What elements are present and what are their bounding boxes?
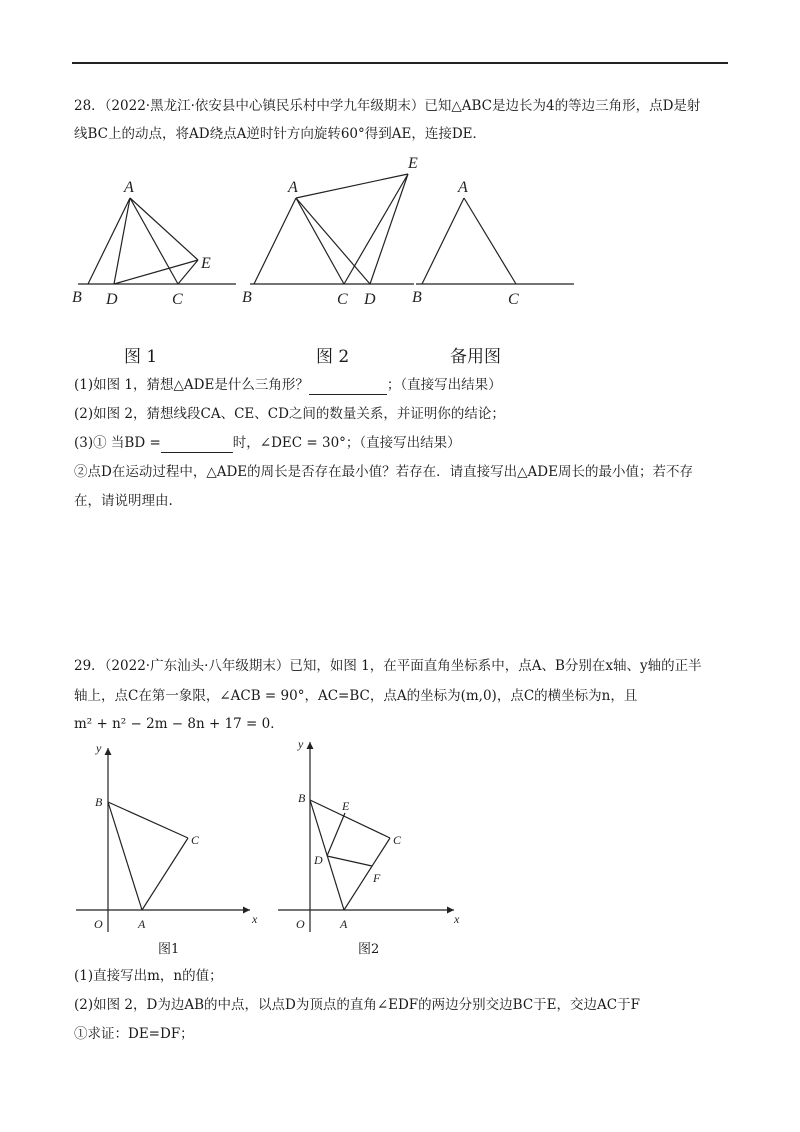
fig2-label-o: O [296, 917, 305, 931]
fig2-line-ac [296, 198, 344, 284]
q29-part2: (2)如图 2，D为边AB的中点，以点D为顶点的直角∠EDF的两边分别交边BC于E，交边AC于F [74, 997, 640, 1013]
fig2-line-de [327, 813, 345, 856]
fig1-line-ba [108, 802, 142, 910]
fig1-label-x: x [252, 912, 258, 926]
fig2-label-b: B [242, 289, 252, 306]
fig2-label-d: D [364, 291, 376, 308]
fig2-label-a: A [340, 917, 348, 931]
fig1-line-ad [114, 198, 130, 284]
fig1-line-ac [142, 838, 188, 910]
q29-fig2-caption: 图2 [358, 942, 380, 957]
q29-fig1-caption: 图1 [158, 942, 180, 957]
fig2-line-ac [344, 838, 390, 910]
q28-part3-text: (3)① 当BD = [74, 435, 161, 451]
q28-figures [70, 150, 590, 320]
q28-part1-tail: ；（直接写出结果） [386, 377, 502, 393]
fig1-label-a: A [138, 917, 146, 931]
fig1-label-b: B [95, 795, 103, 809]
fig2-line-df [327, 856, 372, 866]
fig2-label-c: C [337, 291, 348, 308]
fig1-label-b: B [72, 289, 82, 306]
q28-part1-text: (1)如图 1，猜想△ADE是什么三角形？ [74, 377, 309, 393]
q28-part3-2-line1: ②点D在运动过程中，△ADE的周长是否存在最小值？若存在．请直接写出△ADE周长的最小值；若不存 [74, 464, 693, 480]
header-rule [72, 62, 728, 64]
q28-part3-2-line2: 在，请说明理由. [74, 493, 173, 509]
fig2-label-a: A [288, 179, 298, 196]
fig1-line-ac [130, 198, 178, 284]
fig2-line-ad [296, 198, 370, 284]
q29-figures [70, 738, 470, 938]
fig2-label-y: y [298, 738, 304, 751]
fig2-line-bc [310, 800, 390, 838]
fig3-label-c: C [508, 291, 519, 308]
q29-line3: m² + n² − 2m − 8n + 17 = 0． [74, 716, 284, 732]
q28-line1: 28．（2022·黑龙江·依安县中心镇民乐村中学九年级期末）已知△ABC是边长为4的等边三角形，点D是射 [74, 98, 701, 114]
fig2-label-d: D [314, 853, 323, 867]
fig1-line-de [114, 260, 198, 284]
fig1-label-e: E [201, 255, 211, 272]
q28-line2: 线BC上的动点，将AD绕点A逆时针方向旋转60°得到AE，连接DE． [74, 126, 487, 142]
fig1-label-d: D [106, 291, 118, 308]
q28-part2: (2)如图 2，猜想线段CA、CE、CD之间的数量关系，并证明你的结论； [74, 406, 505, 422]
fig1-label-o: O [94, 917, 103, 931]
fig2-line-ab [254, 198, 296, 284]
fig1-label-c: C [172, 291, 183, 308]
q29-line1: 29．（2022·广东汕头·八年级期末）已知，如图 1，在平面直角坐标系中，点A、B分别在x轴、y轴的正半 [74, 658, 702, 674]
fig2-label-e: E [342, 799, 350, 813]
q28-part3 [74, 433, 461, 453]
fig3-label-b: B [412, 289, 422, 306]
fig1-line-ce [178, 260, 198, 284]
fig3-line-ab [422, 198, 464, 284]
q29-part2-1: ①求证：DE=DF； [74, 1026, 194, 1042]
fig2-label-f: F [373, 871, 381, 885]
q29-part1: (1)直接写出m，n的值； [74, 968, 223, 984]
q29-line2: 轴上，点C在第一象限，∠ACB = 90°，AC=BC，点A的坐标为(m,0)，点C的横坐标为n，且 [74, 688, 638, 704]
q28-part1-blank[interactable] [309, 380, 387, 395]
q28-part1 [74, 375, 502, 395]
fig2-line-ae [296, 174, 408, 198]
q28-fig2-caption: 图 2 [316, 347, 350, 367]
fig1-line-ab [88, 198, 130, 284]
fig1-line-ae [130, 198, 198, 260]
fig3-line-ac [464, 198, 516, 284]
q28-part3-tail: 时，∠DEC = 30°；（直接写出结果） [232, 435, 461, 451]
fig1-label-y: y [96, 741, 102, 755]
q28-fig3-caption: 备用图 [450, 347, 501, 367]
fig1-line-bc [108, 802, 188, 838]
fig1-label-a: A [124, 179, 134, 196]
fig2-label-b: B [298, 791, 306, 805]
fig2-label-x: x [454, 912, 460, 926]
fig2-label-e: E [408, 155, 418, 172]
fig3-label-a: A [458, 179, 468, 196]
fig2-label-c: C [393, 833, 402, 847]
fig1-label-c: C [191, 833, 200, 847]
q28-part3-blank[interactable] [161, 438, 233, 453]
q28-fig1-caption: 图 1 [124, 347, 158, 367]
